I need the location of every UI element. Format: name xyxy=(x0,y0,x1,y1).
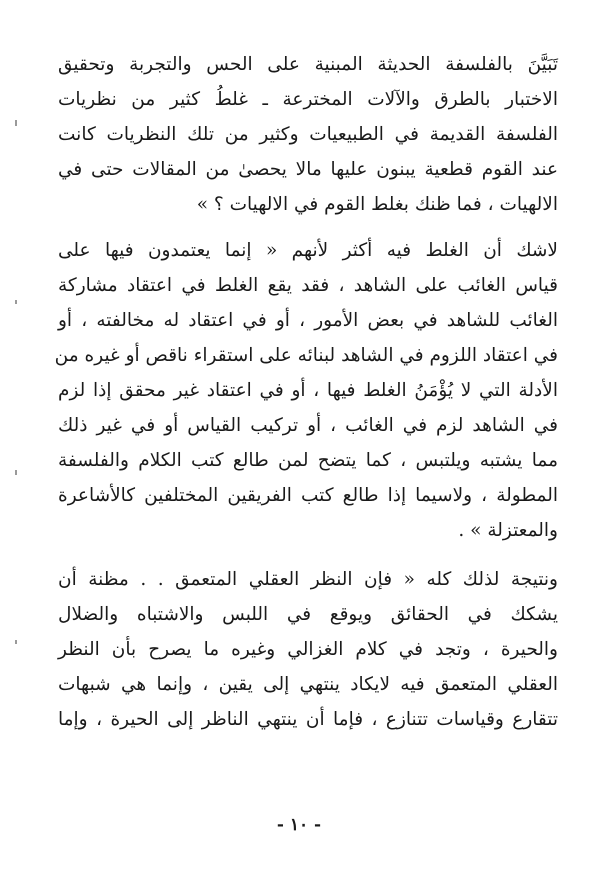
paragraph-2 xyxy=(54,233,558,548)
page-number: - ١٠ - xyxy=(276,815,322,835)
text-line: لاشك أن الغلط فيه أكثر لأنهم « إنما يعتمدون فيها على xyxy=(58,240,558,261)
text-line: يشكك في الحقائق ويوقع في اللبس والاشتباه والضلال xyxy=(58,604,558,625)
text-line: الاختبار بالطرق والآلات المخترعة ـ غلطُ كثير من نظريات xyxy=(58,89,558,110)
text-line: الغائب للشاهد في بعض الأمور ، أو في اعتقاد له مخالفته ، أو xyxy=(58,310,558,331)
text-line: مما يشتبه ويلتبس ، كما يتضح لمن طالع كتب الكلام والفلسفة xyxy=(58,450,558,471)
text-line: قياس الغائب على الشاهد ، فقد يقع الغلط في اعتقاد مشاركة xyxy=(58,275,558,296)
text-line: الالهيات ، فما ظنك بغلط القوم في الالهيات ؟ » xyxy=(196,194,558,215)
text-line: في الشاهد لزم في الغائب ، أو تركيب القياس أو في غير ذلك xyxy=(58,415,558,436)
text-line: والمعتزلة » . xyxy=(458,520,558,541)
text-line: ونتيجة لذلك كله « فإن النظر العقلي المتعمق . . مظنة أن xyxy=(58,569,558,590)
text-line: تتقارع وقياسات تتنازع ، فإما أن ينتهي الناظر إلى الحيرة ، وإما xyxy=(58,709,558,730)
paragraph-1 xyxy=(58,47,558,222)
paragraph-3 xyxy=(58,562,558,737)
text-line: تَبَيَّنَ بالفلسفة الحديثة المبنية على الحس والتجربة وتحقيق xyxy=(58,54,558,75)
text-line: المطولة ، ولاسيما إذا طالع كتب الفريقين المختلفين كالأشاعرة xyxy=(58,485,558,506)
text-line: في اعتقاد اللزوم في الشاهد لبنائه على استقراء ناقص أو غيره من xyxy=(54,345,558,366)
text-line: العقلي المتعمق فيه لايكاد ينتهي إلى يقين ، وإنما هي شبهات xyxy=(58,674,558,695)
text-line: الفلسفة القديمة في الطبيعيات وكثير من تلك النظريات كانت xyxy=(58,124,558,145)
text-line: عند القوم قطعية يبنون عليها مالا يحصىٰ من المقالات حتى في xyxy=(58,159,558,180)
text-line: والحيرة ، وتجد في كلام الغزالي وغيره ما يصرح بأن النظر xyxy=(58,639,558,660)
text-line: الأدلة التي لا يُؤْمَنُ الغلط فيها ، أو في اعتقاد غير محقق إذا لزم xyxy=(58,380,558,401)
page-edge-marks xyxy=(15,0,19,878)
